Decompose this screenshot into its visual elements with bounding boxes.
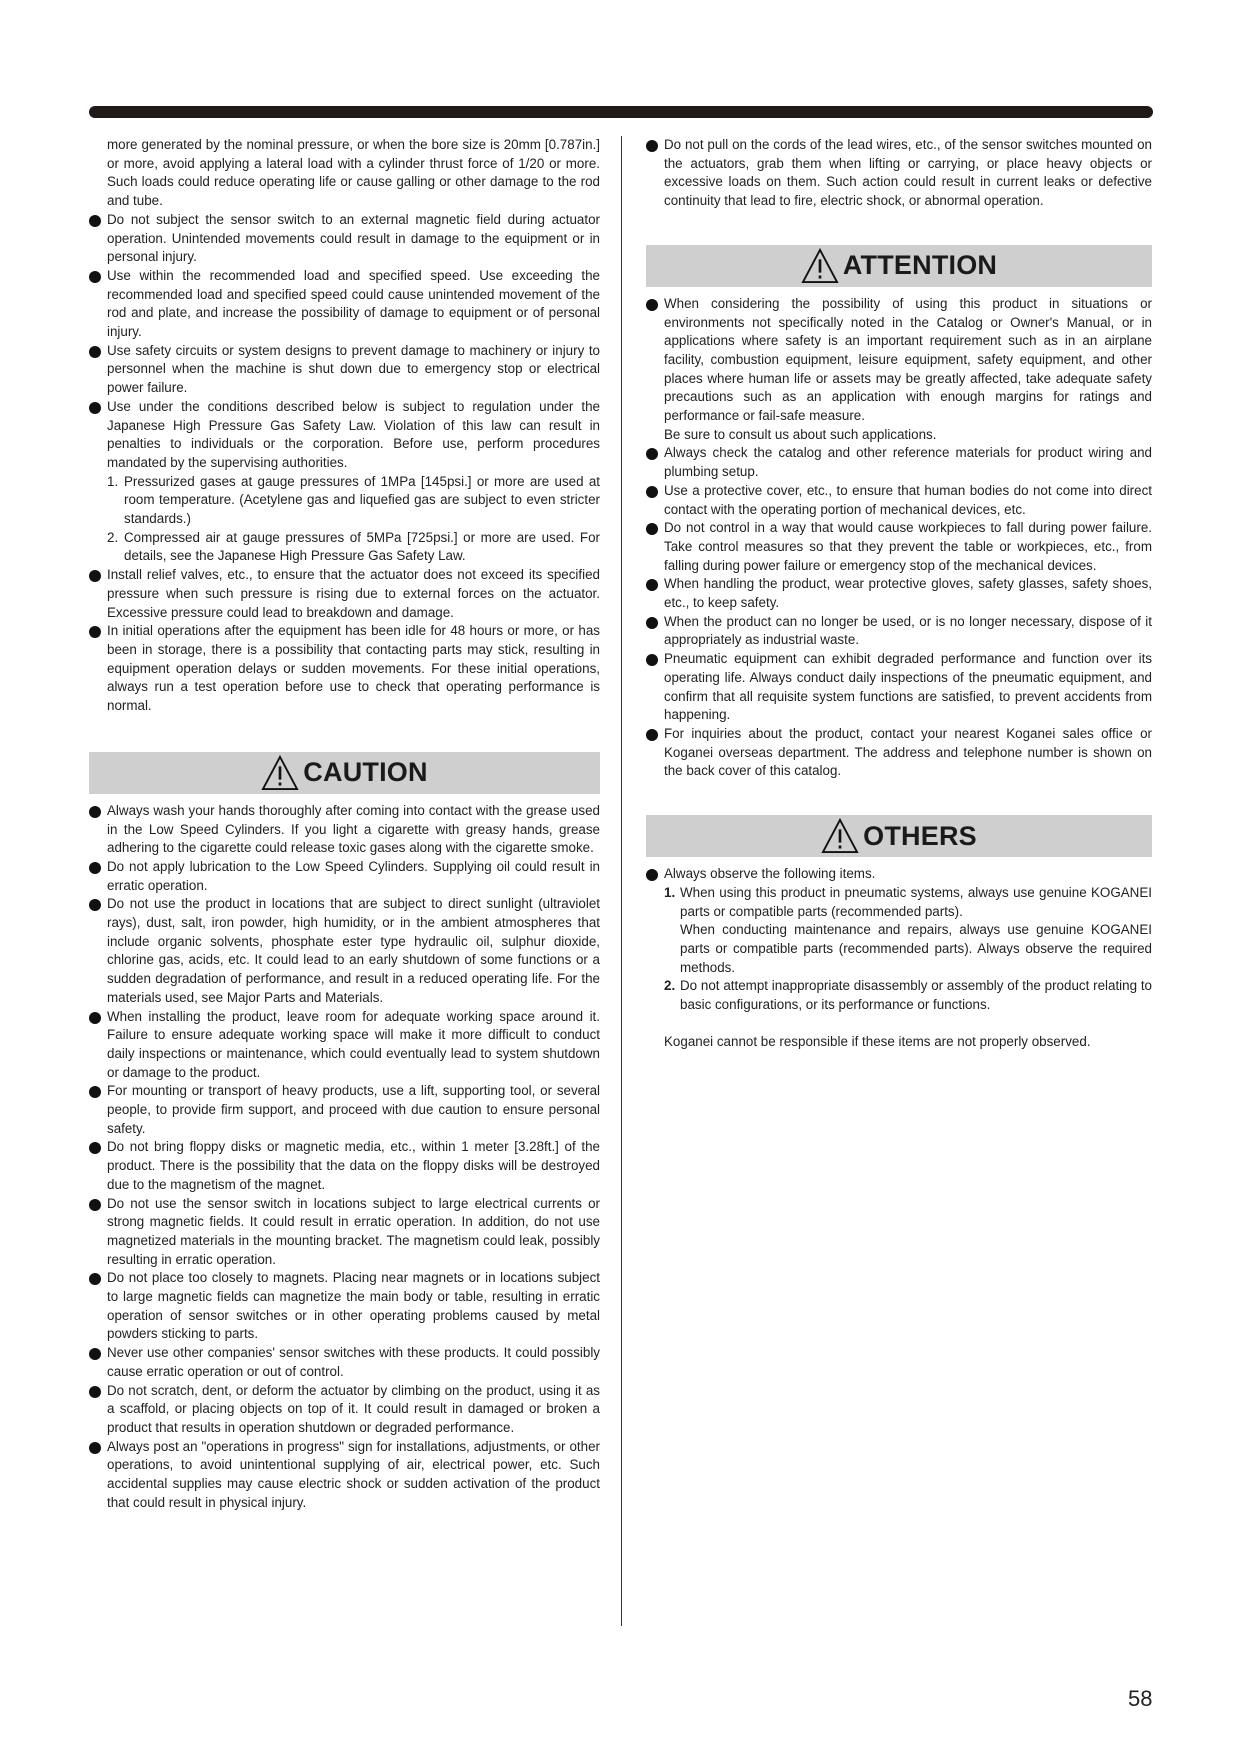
list-item: When installing the product, leave room for adequate working space around it. Failure to ensure adequate working space will make it more difficult to conduct daily inspections or maintenance, which could eventually lead to system shutdown or damage to the product. bbox=[89, 1008, 600, 1083]
list-item: Use within the recommended load and specified speed. Use exceeding the recommended load and specified speed could cause unintended movement of the rod and plate, and increase the possibility of damage to equipment or of personal injury. bbox=[89, 267, 600, 342]
bullet-icon bbox=[646, 523, 658, 535]
bullet-icon bbox=[646, 299, 658, 311]
list-item: Pneumatic equipment can exhibit degraded performance and function over its operating life. Always conduct daily inspections of the pneumatic equipment, and confirm that all requisite system functions are satisfied, to prevent accidents from happening. bbox=[646, 650, 1152, 725]
list-item: Do not use the product in locations that are subject to direct sunlight (ultraviolet rays), dust, salt, iron powder, high humidity, or in the ambient atmospheres that include organic solvents, phosphate ester type hydraulic oil, sulphur dioxide, chlorine gas, acids, etc. It could lead to an early shutdown of some functions or a sudden degradation of performance, and result in a reduced operating life. For the materials used, see Major Parts and Materials. bbox=[89, 895, 600, 1007]
list-item: Install relief valves, etc., to ensure that the actuator does not exceed its specified pressure when such pressure is rising due to external forces on the actuator. Excessive pressure could lead to breakdown and damage. bbox=[89, 566, 600, 622]
bullet-icon bbox=[646, 486, 658, 498]
bullet-icon bbox=[646, 140, 658, 152]
list-item: Use safety circuits or system designs to prevent damage to machinery or injury to personnel when the machine is shut down due to emergency stop or electrical power failure. bbox=[89, 342, 600, 398]
attention-banner bbox=[646, 245, 1152, 287]
list-item: When handling the product, wear protective gloves, safety glasses, safety shoes, etc., to keep safety. bbox=[646, 575, 1152, 612]
list-item: Always observe the following items. bbox=[646, 865, 1152, 884]
warning-triangle-icon bbox=[261, 755, 299, 791]
column-divider bbox=[621, 136, 622, 1626]
bullet-icon bbox=[89, 1012, 101, 1024]
warning-triangle-icon bbox=[801, 248, 839, 284]
bullet-icon bbox=[89, 862, 101, 874]
list-item: Use a protective cover, etc., to ensure that human bodies do not come into direct contact with the operating portion of mechanical devices, etc. bbox=[646, 482, 1152, 519]
list-item: Do not apply lubrication to the Low Speed Cylinders. Supplying oil could result in erratic operation. bbox=[89, 858, 600, 895]
numbered-subitem: 2. Do not attempt inappropriate disassembly or assembly of the product relating to basic configurations, or its performance or functions. bbox=[664, 978, 1152, 1013]
numbered-subitem: 2. Compressed air at gauge pressures of 5MPa [725psi.] or more are used. For details, see the Japanese High Pressure Gas Safety Law. bbox=[107, 529, 600, 564]
list-item: Do not control in a way that would cause workpieces to fall during power failure. Take control measures so that they prevent the table or workpieces, etc., from falling during power failure or emergency stop of the mechanical devices. bbox=[646, 519, 1152, 575]
list-item: Do not bring floppy disks or magnetic media, etc., within 1 meter [3.28ft.] of the product. There is the possibility that the data on the floppy disks will be destroyed due to the magnetism of the magnet. bbox=[89, 1138, 600, 1194]
list-item: Do not use the sensor switch in locations subject to large electrical currents or strong magnetic fields. It could result in erratic operation. In addition, do not use magnetized materials in the mounting bracket. The magnetism could leak, possibly resulting in erratic operation. bbox=[89, 1195, 600, 1270]
numbered-subitem: 1. Pressurized gases at gauge pressures of 1MPa [145psi.] or more are used at room temperature. (Acetylene gas and liquefied gas are subject to even stricter standards.) bbox=[107, 473, 600, 527]
bullet-icon bbox=[646, 654, 658, 666]
numbered-subitem: 1. When using this product in pneumatic systems, always use genuine KOGANEI parts or compatible parts (recommended parts). When conducting maintenance and repairs, always use genuine KOGANEI parts or compatible parts (recommended parts). Always observe the required methods. bbox=[664, 884, 1152, 975]
list-item: For mounting or transport of heavy products, use a lift, supporting tool, or several people, to provide firm support, and proceed with due caution to ensure personal safety. bbox=[89, 1082, 600, 1138]
bullet-icon bbox=[89, 271, 101, 283]
bullet-icon bbox=[89, 806, 101, 818]
others-banner bbox=[646, 815, 1152, 857]
bullet-icon bbox=[89, 402, 101, 414]
bullet-icon bbox=[646, 869, 658, 881]
list-item: Do not scratch, dent, or deform the actuator by climbing on the product, using it as a scaffold, or placing objects on top of it. It could result in damaged or broken a product that results in operation shutdown or degraded performance. bbox=[89, 1382, 600, 1438]
page-number: 58 bbox=[1128, 1686, 1153, 1711]
bullet-icon bbox=[89, 570, 101, 582]
list-item: Do not pull on the cords of the lead wires, etc., of the sensor switches mounted on the actuators, grab them when lifting or carrying, or place heavy objects or excessive loads on them. Such action could result in current leaks or defective continuity that lead to fire, electric shock, or abnormal operation. bbox=[646, 136, 1152, 211]
continued-paragraph: more generated by the nominal pressure, or when the bore size is 20mm [0.787in.] or more, avoid applying a lateral load with a cylinder thrust force of 1/20 or more. Such loads could reduce operating life or cause galling or other damage to the rod and tube. bbox=[107, 137, 600, 209]
bullet-icon bbox=[89, 1348, 101, 1360]
caution-banner bbox=[89, 752, 600, 794]
consult-note: Be sure to consult us about such applications. bbox=[664, 426, 937, 442]
bullet-icon bbox=[89, 215, 101, 227]
bullet-icon bbox=[89, 899, 101, 911]
list-item: Always wash your hands thoroughly after coming into contact with the grease used in the Low Speed Cylinders. If you light a cigarette with greasy hands, grease adhering to the cigarette could release toxic gases along with the cigarette smoke. bbox=[89, 802, 600, 858]
caution-title: CAUTION bbox=[303, 757, 428, 788]
right-column bbox=[646, 136, 1152, 1065]
list-item: When considering the possibility of using this product in situations or environments not specifically noted in the Catalog or Owner's Manual, or in applications where safety is an important requirement such as in an airplane facility, combustion equipment, leisure equipment, safety equipment, and other places where human life or assets may be greatly affected, take adequate safety precautions such as an application with enough margins for ratings and performance or fail-safe measure. Be sure to consult us about such applications. bbox=[646, 295, 1152, 445]
bullet-icon bbox=[89, 1386, 101, 1398]
header-rule bbox=[89, 106, 1153, 118]
bullet-icon bbox=[646, 617, 658, 629]
closing-statement: Koganei cannot be responsible if these items are not properly observed. bbox=[664, 1033, 1091, 1049]
bullet-icon bbox=[89, 1199, 101, 1211]
list-item: Do not subject the sensor switch to an external magnetic field during actuator operation. Unintended movements could result in damage to the equipment or in personal injury. bbox=[89, 211, 600, 267]
list-item: Never use other companies' sensor switches with these products. It could possibly cause erratic operation or out of control. bbox=[89, 1344, 600, 1381]
bullet-icon bbox=[89, 1086, 101, 1098]
warning-triangle-icon bbox=[821, 818, 859, 854]
bullet-icon bbox=[89, 1273, 101, 1285]
list-item: When the product can no longer be used, or is no longer necessary, dispose of it appropriately as industrial waste. bbox=[646, 613, 1152, 650]
bullet-icon bbox=[89, 346, 101, 358]
list-item: In initial operations after the equipment has been idle for 48 hours or more, or has been in storage, there is a possibility that contacting parts may stick, resulting in equipment operation delays or sudden movements. For these initial operations, always run a test operation before use to check that operating performance is normal. bbox=[89, 622, 600, 716]
bullet-icon bbox=[89, 1142, 101, 1154]
others-title: OTHERS bbox=[863, 820, 977, 851]
list-item: Do not place too closely to magnets. Placing near magnets or in locations subject to large magnetic fields can magnetize the main body or table, resulting in erratic operation of sensor switches or in other operating problems caused by metal powders sticking to parts. bbox=[89, 1269, 600, 1344]
list-item: Use under the conditions described below is subject to regulation under the Japanese High Pressure Gas Safety Law. Violation of this law can result in penalties to individuals or the corporation. Before use, perform procedures mandated by the supervising authorities. bbox=[89, 398, 600, 473]
bullet-icon bbox=[646, 448, 658, 460]
left-column bbox=[89, 136, 600, 1513]
bullet-icon bbox=[646, 729, 658, 741]
bullet-icon bbox=[89, 1442, 101, 1454]
bullet-icon bbox=[646, 579, 658, 591]
list-item: For inquiries about the product, contact your nearest Koganei sales office or Koganei overseas department. The address and telephone number is shown on the back cover of this catalog. bbox=[646, 725, 1152, 781]
attention-title: ATTENTION bbox=[842, 250, 998, 281]
list-item: Always post an "operations in progress" sign for installations, adjustments, or other operations, to avoid unintentional supplying of air, electrical power, etc. Such accidental supplies may cause electric shock or sudden activation of the product that could result in physical injury. bbox=[89, 1438, 600, 1513]
bullet-icon bbox=[89, 626, 101, 638]
list-item: Always check the catalog and other reference materials for product wiring and plumbing setup. bbox=[646, 444, 1152, 481]
